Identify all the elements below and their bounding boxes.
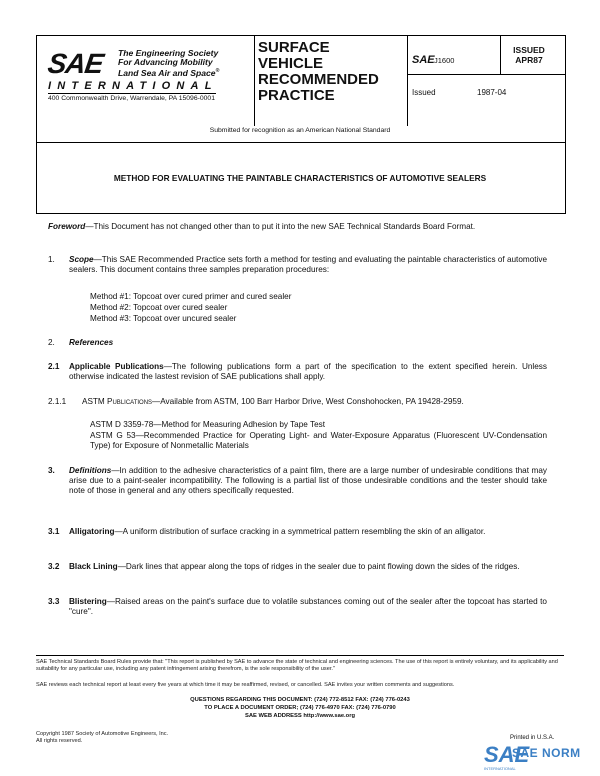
contact-web: SAE WEB ADDRESS http://www.sae.org [244, 713, 356, 719]
references-heading: References [69, 338, 114, 347]
definition-blistering: Blistering—Raised areas on the paint's surface due to volatile substances coming out of the sealer after the topcoat has started to "cure". [69, 597, 547, 616]
international-label: INTERNATIONAL [48, 80, 218, 92]
issued-date: 1987-04 [477, 88, 507, 97]
footer-rule [36, 655, 564, 656]
watermark-text: SAE NORM [512, 746, 581, 760]
divider [48, 93, 216, 94]
section-number: 3.2 [48, 562, 60, 571]
submitted-note: Submitted for recognition as an American National Standard [209, 127, 391, 134]
astm-reference: ASTM D 3359-78—Method for Measuring Adhesion by Tape Test [90, 420, 325, 429]
astm-reference: ASTM G 53—Recommended Practice for Operating Light- and Water-Exposure Apparatus (Fluorescent UV-Condensation Type) for Exposure of Nonmetallic Materials [90, 431, 547, 450]
method-item: Method #2: Topcoat over cured sealer [90, 303, 228, 312]
issued-heading: ISSUED APR87 [513, 45, 545, 65]
section-number: 2. [48, 338, 55, 347]
footer-review-note: SAE reviews each technical report at least every five years at which time it may be reaffirmed, revised, or cancelled. SAE invites your written comments and suggestions. [36, 682, 455, 688]
issued-label: Issued [412, 88, 436, 97]
watermark-logo: SAE [484, 742, 530, 767]
astm-publications: ASTM Publications—Available from ASTM, 100 Barr Harbor Drive, West Conshohocken, PA 19428-2959. [82, 397, 464, 406]
sae-logo: SAE [45, 48, 105, 79]
footer-rules-note: SAE Technical Standards Board Rules provide that: "This report is published by SAE to advance the state of technical and engineering sciences. The use of this report is entirely voluntary, and its applicability and suitability for any particular use, including any patent infringement arising therefrom, is the sole responsibility of the user." [36, 659, 558, 672]
section-number: 3.1 [48, 527, 60, 536]
section-number: 2.1.1 [48, 397, 67, 406]
sae-prefix: SAE [412, 54, 435, 66]
document-number: J1600 [434, 56, 455, 65]
printed-note: Printed in U.S.A. [510, 735, 555, 741]
definition-alligatoring: Alligatoring—A uniform distribution of surface cracking in a symmetrical pattern resembling the skin of an alligator. [69, 527, 486, 536]
section-number: 3.3 [48, 597, 60, 606]
section-number: 1. [48, 255, 55, 264]
applicable-publications: Applicable Publications—The following publications form a part of the specification to the extent specified herein. Unless otherwise indicated the lastest revision of SAE publications shall apply. [69, 362, 547, 381]
method-item: Method #1: Topcoat over cured primer and cured sealer [90, 292, 292, 301]
definitions-paragraph: Definitions—In addition to the adhesive characteristics of a paint film, there are a large number of undesirable conditions that may arise due to a paint-sealer incompatibility. The following is a partial list of those undesirable conditions and the tester should take note of those in general and any others specifically requested. [69, 466, 547, 495]
address: 400 Commonwealth Drive, Warrendale, PA 15096-0001 [48, 95, 215, 102]
method-item: Method #3: Topcoat over uncured sealer [90, 314, 237, 323]
watermark-subtext: INTERNATIONAL [484, 766, 516, 771]
definition-black-lining: Black Lining—Dark lines that appear along the tops of ridges in the sealer due to paint flowing down the sides of the ridges. [69, 562, 520, 571]
copyright: Copyright 1987 Society of Automotive Engineers, Inc. All rights reserved. [36, 731, 169, 744]
society-text: The Engineering Society For Advancing Mobility Land Sea Air and Space® [118, 48, 220, 78]
section-number: 2.1 [48, 362, 60, 371]
contact-questions: QUESTIONS REGARDING THIS DOCUMENT: (724) 772-8512 FAX: (724) 776-0243 [190, 697, 410, 703]
document-title: METHOD FOR EVALUATING THE PAINTABLE CHARACTERISTICS OF AUTOMOTIVE SEALERS [113, 173, 487, 183]
foreword: Foreword—This Document has not changed other than to put it into the new SAE Technical Standards Board Format. [48, 222, 476, 231]
section-number: 3. [48, 466, 55, 475]
contact-order: TO PLACE A DOCUMENT ORDER; (724) 776-4970 FAX: (724) 776-0790 [204, 705, 396, 711]
document-type: SURFACE VEHICLE RECOMMENDED PRACTICE [258, 39, 379, 104]
scope-paragraph: Scope—This SAE Recommended Practice sets forth a method for testing and evaluating the paintable characteristics of automotive sealers. This document contains three samples preparation procedures: [69, 255, 547, 274]
